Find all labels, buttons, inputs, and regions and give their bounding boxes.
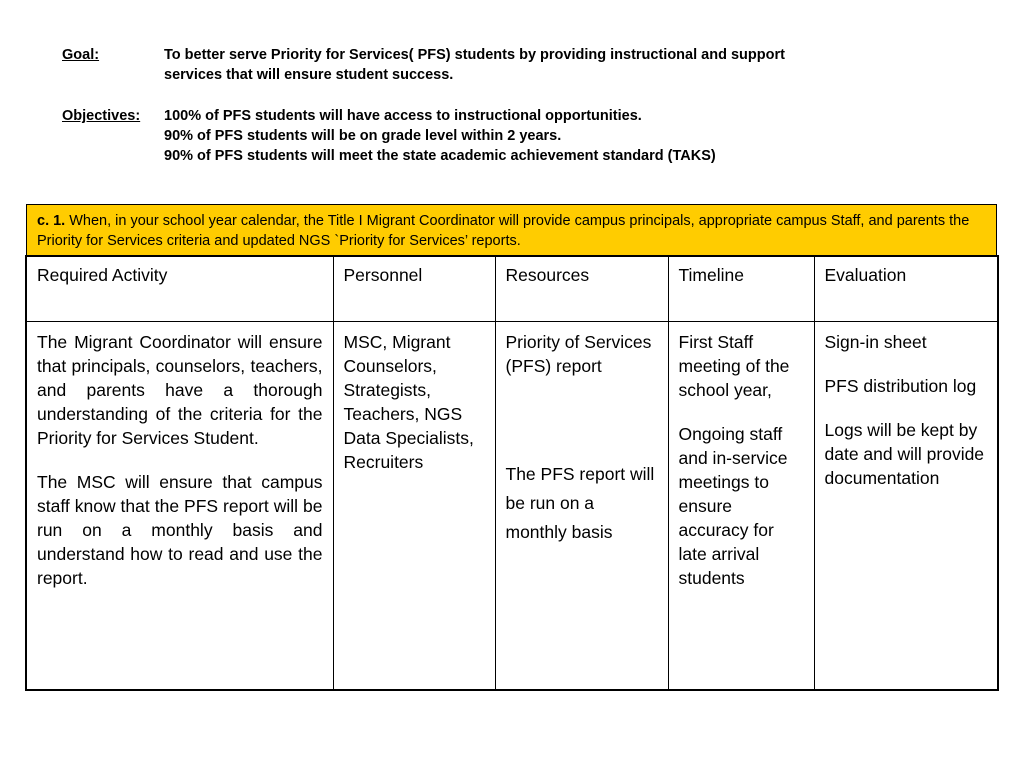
activity-paragraph: The MSC will ensure that campus staff know that the PFS report will be run on a monthly basis and understand how to read and use the report. [37,472,323,588]
goal-label: Goal: [62,47,100,63]
objectives-label: Objectives: [62,108,141,124]
objective-line: 90% of PFS students will meet the state academic achievement standard (TAKS) [164,148,716,164]
evaluation-item: Sign-in sheet [824,332,927,352]
evaluation-item: PFS distribution log [824,376,977,396]
objectives-text [164,106,716,166]
header-resources: Resources [495,256,668,322]
timeline-item: Ongoing staff and in-service meetings to ensure accuracy for late arrival students [678,424,788,588]
timeline-item: First Staff meeting of the school year, [678,332,790,400]
objective-line: 90% of PFS students will be on grade level within 2 years. [164,128,562,144]
activity-table [25,255,999,691]
header-timeline: Timeline [668,256,814,322]
header-personnel: Personnel [333,256,495,322]
resource-item: The PFS report will be run on a monthly basis [505,464,655,542]
cell-required-activity [26,322,333,691]
objective-line: 100% of PFS students will have access to instructional opportunities. [164,108,642,124]
cell-resources [495,322,668,691]
cell-personnel [333,322,495,691]
goal-line: services that will ensure student success. [164,67,454,83]
cell-timeline [668,322,814,691]
activity-paragraph: The Migrant Coordinator will ensure that principals, counselors, teachers, and parents have a thorough understanding of the criteria for the Priority for Services Student. [37,332,323,448]
goal-text [164,45,785,85]
table-row [26,322,998,691]
banner-text: When, in your school year calendar, the Title I Migrant Coordinator will provide campus principals, appropriate campus Staff, and parents the Priority for Services criteria and updated NGS `Priority for Services’ reports. [37,213,970,249]
evaluation-item: Logs will be kept by date and will provide documentation [824,420,985,488]
resource-item: Priority of Services (PFS) report [505,332,652,376]
personnel-text: MSC, Migrant Counselors, Strategists, Teachers, NGS Data Specialists, Recruiters [343,332,474,472]
goal-line: To better serve Priority for Services( PFS) students by providing instructional and support [164,47,785,63]
banner-code: c. 1. [37,213,66,229]
cell-evaluation [814,322,998,691]
header-evaluation: Evaluation [814,256,998,322]
header-required-activity: Required Activity [26,256,333,322]
criteria-banner [26,204,997,256]
table-header-row [26,256,998,322]
